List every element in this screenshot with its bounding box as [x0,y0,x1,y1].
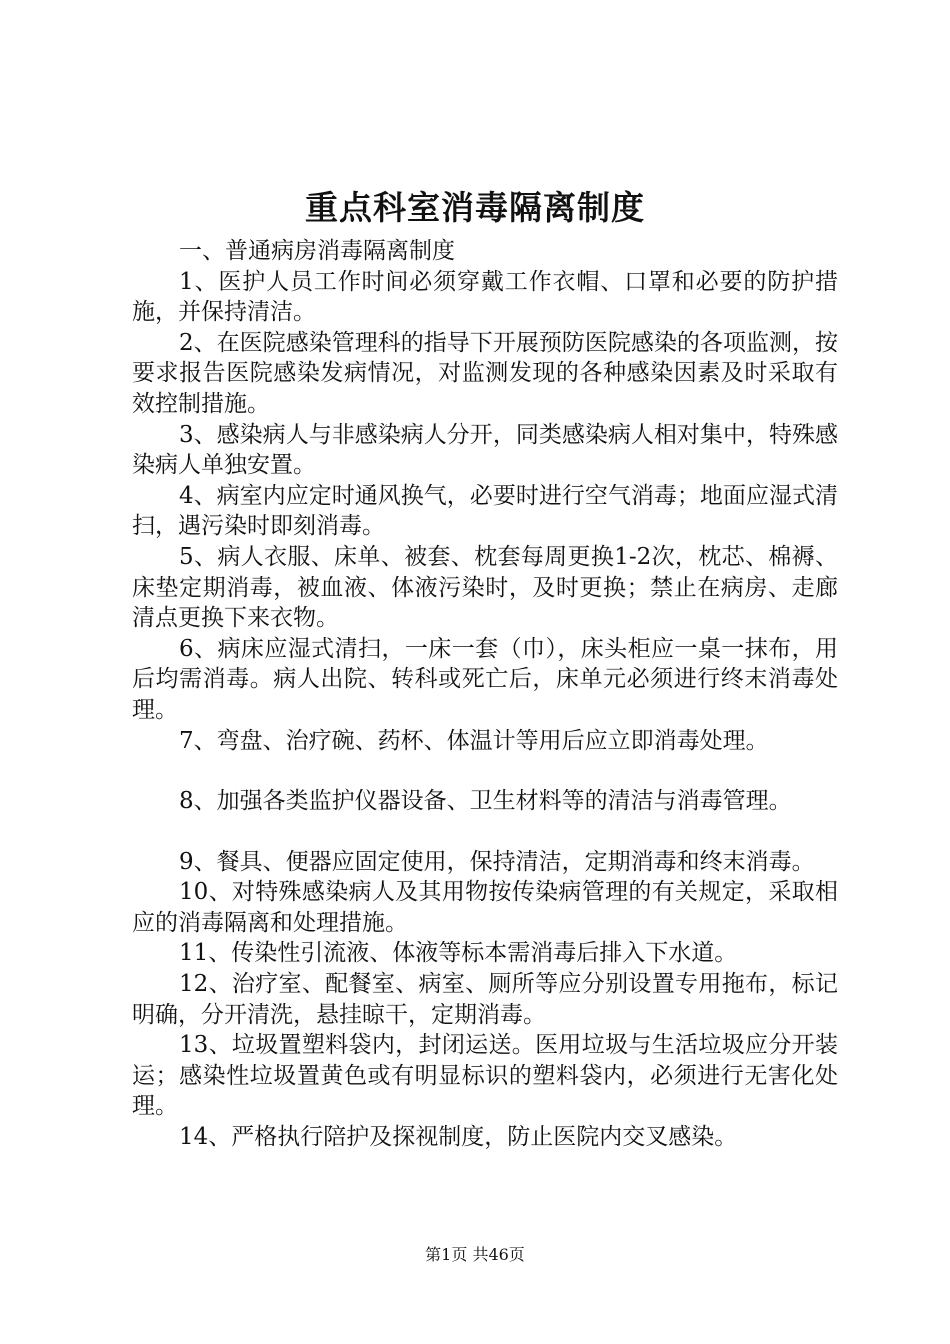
page-footer: 第1页 共46页 [425,1245,525,1264]
document-body [132,236,838,1153]
paragraph-12: 12、治疗室、配餐室、病室、厕所等应分别设置专用拖布，标记明确，分开清洗，悬挂晾干，定期消毒。 [132,971,838,1028]
paragraph-6: 6、病床应湿式清扫，一床一套（巾），床头柜应一桌一抹布，用后均需消毒。病人出院、转科或死亡后，床单元必须进行终末消毒处理。 [132,635,838,723]
paragraph-2: 2、在医院感染管理科的指导下开展预防医院感染的各项监测，按要求报告医院感染发病情况，对监测发现的各种感染因素及时采取有效控制措施。 [132,329,838,417]
paragraph-14: 14、严格执行陪护及探视制度，防止医院内交叉感染。 [179,1124,738,1151]
paragraph-3: 3、感染病人与非感染病人分开，同类感染病人相对集中，特殊感染病人单独安置。 [132,421,838,479]
paragraph-9: 9、餐具、便器应固定使用，保持清洁，定期消毒和终末消毒。 [179,848,815,875]
paragraph-5: 5、病人衣服、床单、被套、枕套每周更换1-2次，枕芯、棉褥、床垫定期消毒，被血液、体液污染时，及时更换；禁止在病房、走廊清点更换下来衣物。 [132,543,838,632]
paragraph-4: 4、病室内应定时通风换气，必要时进行空气消毒；地面应湿式清扫，遇污染时即刻消毒。 [132,482,838,540]
paragraph-11: 11、传染性引流液、体液等标本需消毒后排入下水道。 [179,940,738,967]
paragraph-8: 8、加强各类监护仪器设备、卫生材料等的清洁与消毒管理。 [179,788,792,815]
paragraph-1: 1、医护人员工作时间必须穿戴工作衣帽、口罩和必要的防护措施，并保持清洁。 [132,268,838,326]
paragraph-10: 10、对特殊感染病人及其用物按传染病管理的有关规定，采取相应的消毒隔离和处理措施。 [132,879,838,936]
page-title: 重点科室消毒隔离制度 [305,188,645,227]
paragraph-13: 13、垃圾置塑料袋内，封闭运送。医用垃圾与生活垃圾应分开装运；感染性垃圾置黄色或有明显标识的塑料袋内，必须进行无害化处理。 [132,1032,838,1120]
paragraph-7: 7、弯盘、治疗碗、药杯、体温计等用后应立即消毒处理。 [179,727,769,754]
section-heading: 一、普通病房消毒隔离制度 [179,238,455,264]
